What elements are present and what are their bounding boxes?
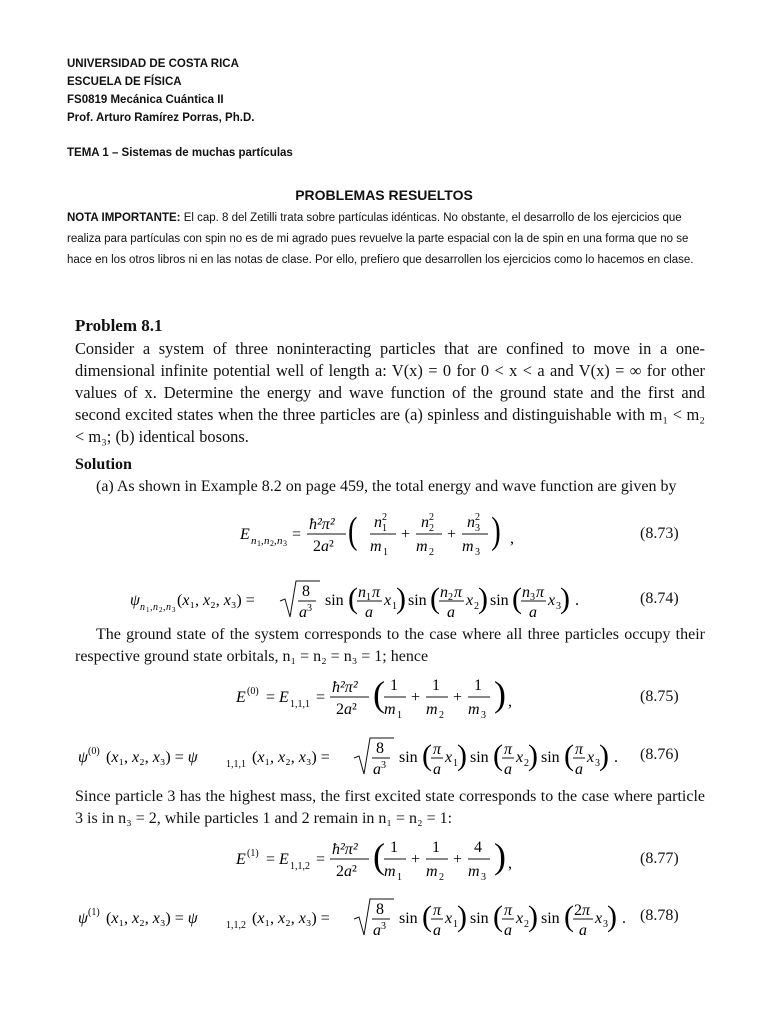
equation-8-74 <box>130 575 610 630</box>
svg-text:,: , <box>274 535 277 547</box>
svg-text:(: ( <box>430 582 440 615</box>
svg-text:=: = <box>316 851 326 868</box>
svg-text:m: m <box>462 538 474 555</box>
svg-text:): ) <box>528 739 538 772</box>
svg-text:1: 1 <box>432 839 440 856</box>
svg-text:a: a <box>299 604 307 621</box>
section-title: PROBLEMAS RESUELTOS <box>295 187 473 203</box>
svg-text:8: 8 <box>302 583 310 600</box>
svg-text:2: 2 <box>382 512 387 523</box>
svg-text:2: 2 <box>524 919 529 930</box>
svg-text:): ) <box>491 510 501 553</box>
svg-text:): ) <box>528 900 538 933</box>
svg-text:+: + <box>447 526 457 543</box>
svg-text:a: a <box>579 922 587 939</box>
equation-number-8-76: (8.76) <box>640 746 679 763</box>
solution-intro: (a) As shown in Example 8.2 on page 459, the total energy and wave function are given by <box>96 478 677 495</box>
svg-text:(: ( <box>564 739 574 772</box>
svg-text:π: π <box>536 584 545 601</box>
svg-text:sin: sin <box>408 592 427 609</box>
svg-text:2a²: 2a² <box>336 863 357 880</box>
svg-text:2: 2 <box>439 710 444 721</box>
svg-text:sin: sin <box>325 592 344 609</box>
problem-heading: Problem 8.1 <box>75 316 163 335</box>
svg-text:(0): (0) <box>88 746 100 757</box>
svg-text:+: + <box>411 689 421 706</box>
svg-text:2a²: 2a² <box>313 538 334 555</box>
svg-text:a: a <box>529 604 537 621</box>
svg-text:(: ( <box>512 582 522 615</box>
svg-text:(: ( <box>564 900 574 933</box>
svg-text:x: x <box>445 910 453 927</box>
svg-text:a: a <box>365 604 373 621</box>
svg-text:sin: sin <box>399 910 418 927</box>
svg-text:m: m <box>370 538 382 555</box>
svg-text:1: 1 <box>257 539 261 548</box>
svg-text:3: 3 <box>475 523 480 534</box>
equation-8-73 <box>240 505 540 566</box>
svg-text:2: 2 <box>524 758 529 769</box>
svg-text:n: n <box>166 602 171 613</box>
svg-text:1: 1 <box>390 839 398 856</box>
svg-text:1: 1 <box>474 677 482 694</box>
svg-text:): ) <box>494 836 506 876</box>
svg-text:a: a <box>504 922 512 939</box>
university-name: UNIVERSIDAD DE COSTA RICA <box>67 58 239 70</box>
svg-text:x: x <box>466 592 474 609</box>
svg-text:n: n <box>251 535 257 547</box>
svg-text:2: 2 <box>448 592 453 603</box>
svg-text:n: n <box>421 514 429 531</box>
svg-text:+: + <box>401 526 411 543</box>
svg-text:3: 3 <box>283 539 287 548</box>
svg-text:3: 3 <box>381 921 386 932</box>
svg-text:3: 3 <box>556 601 561 612</box>
svg-text:1: 1 <box>397 872 402 883</box>
svg-text:=: = <box>292 526 302 543</box>
svg-text:n: n <box>358 584 366 601</box>
svg-text:sin: sin <box>541 749 560 766</box>
svg-text:1: 1 <box>383 547 388 558</box>
svg-text:): ) <box>457 900 467 933</box>
svg-text:1,1,2: 1,1,2 <box>290 861 310 872</box>
svg-text:): ) <box>560 582 570 615</box>
svg-text:x: x <box>548 592 556 609</box>
svg-text:a: a <box>433 761 441 778</box>
problem-statement: Consider a system of three noninteracting particles that are confined to move in a one-dimensional infinite potential well of length a: V(x) = 0 for 0 < x < a and V(x) = ∞ for other values of x. Determine the energy and wave function of the ground state and the first and second excited states when the three particles are (a) spinless and distinguishable with m₁ < m₂ < m₃; (b) identical bosons. <box>75 339 705 446</box>
svg-text:ψ: ψ <box>130 592 140 609</box>
svg-text:.: . <box>575 592 579 609</box>
svg-text:ψ: ψ <box>78 749 88 766</box>
svg-text:n: n <box>374 514 382 531</box>
svg-text:(: ( <box>422 739 432 772</box>
svg-text:1: 1 <box>366 592 371 603</box>
svg-text:a: a <box>373 922 381 939</box>
svg-text:=: = <box>316 689 326 706</box>
svg-text:1: 1 <box>392 601 397 612</box>
svg-text:): ) <box>478 582 488 615</box>
svg-text:1: 1 <box>390 677 398 694</box>
svg-text:8: 8 <box>376 901 384 918</box>
svg-text:3: 3 <box>481 872 486 883</box>
svg-text:x: x <box>595 910 603 927</box>
svg-text:2: 2 <box>439 872 444 883</box>
svg-text:ħ²π²: ħ²π² <box>309 516 335 533</box>
equation-8-78 <box>78 893 638 948</box>
svg-text:1,1,1: 1,1,1 <box>226 759 246 770</box>
svg-text:3: 3 <box>603 919 608 930</box>
svg-text:m: m <box>426 863 438 880</box>
svg-text:(x₁, x₂, x₃) =: (x₁, x₂, x₃) = <box>177 592 255 609</box>
topic-line: TEMA 1 – Sistemas de muchas partículas <box>67 147 293 159</box>
svg-text:E: E <box>236 851 246 868</box>
svg-text:(x₁, x₂, x₃) =: (x₁, x₂, x₃) = <box>252 910 330 927</box>
svg-text:3: 3 <box>530 592 535 603</box>
svg-text:π: π <box>504 902 513 919</box>
svg-text:,: , <box>510 530 514 547</box>
svg-text:m: m <box>384 863 396 880</box>
note-text: El cap. 8 del Zetilli trata sobre partículas idénticas. No obstante, el desarrollo de los ejercicios que realiza para partículas con spin no es de mi agrado pues revuelve la parte espacial con la de spin en una forma que no se hace en los otros libros ni en las notas de clase. Por ello, prefiero que desarrollen los ejercicios como lo hacemos en clase. <box>67 212 694 266</box>
svg-text:8: 8 <box>376 740 384 757</box>
equation-8-77 <box>236 830 536 891</box>
svg-text:x: x <box>445 749 453 766</box>
svg-text:n: n <box>522 584 530 601</box>
svg-text:+: + <box>411 851 421 868</box>
svg-text:4: 4 <box>474 839 482 856</box>
svg-text:): ) <box>494 674 506 714</box>
svg-text:+: + <box>453 851 463 868</box>
svg-text:2: 2 <box>429 523 434 534</box>
svg-text:a: a <box>575 761 583 778</box>
svg-text:2: 2 <box>429 512 434 523</box>
svg-text:+: + <box>453 689 463 706</box>
svg-text:): ) <box>599 739 609 772</box>
svg-text:π: π <box>454 584 463 601</box>
note-label: NOTA IMPORTANTE: <box>67 212 181 224</box>
svg-text:E: E <box>240 526 250 543</box>
first-excited-text: Since particle 3 has the highest mass, the first excited state corresponds to the case where particle 3 is in n₃ = 2, while particles 1 and 2 remain in n₁ = n₂ = 1: <box>75 788 705 827</box>
svg-text:3: 3 <box>172 606 176 614</box>
svg-text:1: 1 <box>397 710 402 721</box>
svg-text:π: π <box>372 584 381 601</box>
svg-text:m: m <box>468 863 480 880</box>
svg-text:): ) <box>457 739 467 772</box>
svg-text:): ) <box>607 900 617 933</box>
important-note <box>67 208 707 271</box>
svg-text:π: π <box>575 741 584 758</box>
svg-text:π: π <box>433 902 442 919</box>
equation-8-75 <box>236 668 536 729</box>
svg-text:m: m <box>468 701 480 718</box>
svg-text:a: a <box>373 761 381 778</box>
svg-text:,: , <box>163 602 166 613</box>
svg-text:,: , <box>508 855 512 872</box>
svg-text:x: x <box>384 592 392 609</box>
svg-text:n: n <box>440 584 448 601</box>
svg-text:n: n <box>153 602 158 613</box>
svg-text:(: ( <box>348 582 358 615</box>
svg-text:ψ: ψ <box>78 910 88 927</box>
svg-text:2: 2 <box>270 539 274 548</box>
svg-text:,: , <box>508 693 512 710</box>
svg-text:3: 3 <box>481 710 486 721</box>
svg-text:E: E <box>236 689 246 706</box>
svg-text:3: 3 <box>595 758 600 769</box>
svg-text:= E: = E <box>266 689 289 706</box>
svg-text:3: 3 <box>475 547 480 558</box>
svg-text:(: ( <box>373 674 385 714</box>
svg-text:ħ²π²: ħ²π² <box>332 679 358 696</box>
svg-text:1: 1 <box>382 523 387 534</box>
svg-text:(: ( <box>348 510 358 553</box>
svg-text:(0): (0) <box>247 686 259 697</box>
course-name: FS0819 Mecánica Cuántica II <box>67 94 224 106</box>
equation-number-8-78: (8.78) <box>640 907 679 924</box>
svg-text:3: 3 <box>307 603 312 614</box>
svg-text:n: n <box>277 535 283 547</box>
document-header <box>67 55 254 127</box>
equation-number-8-77: (8.77) <box>640 850 679 867</box>
svg-text:x: x <box>587 749 595 766</box>
solution-heading: Solution <box>75 456 132 473</box>
professor-name: Prof. Arturo Ramírez Porras, Ph.D. <box>67 112 255 124</box>
svg-text:sin: sin <box>541 910 560 927</box>
svg-text:1,1,1: 1,1,1 <box>290 699 310 710</box>
svg-text:x: x <box>516 910 524 927</box>
equation-number-8-75: (8.75) <box>640 688 679 705</box>
svg-text:2: 2 <box>159 606 163 614</box>
svg-text:a: a <box>447 604 455 621</box>
svg-text:m: m <box>416 538 428 555</box>
svg-text:,: , <box>261 535 264 547</box>
svg-text:1: 1 <box>453 919 458 930</box>
svg-text:.: . <box>622 910 626 927</box>
svg-text:2a²: 2a² <box>336 701 357 718</box>
svg-text:sin: sin <box>399 749 418 766</box>
equation-8-76 <box>78 732 638 787</box>
svg-text:(x₁, x₂, x₃) = ψ: (x₁, x₂, x₃) = ψ <box>106 910 198 927</box>
svg-text:m: m <box>426 701 438 718</box>
svg-text:sin: sin <box>470 749 489 766</box>
svg-text:(x₁, x₂, x₃) =: (x₁, x₂, x₃) = <box>252 749 330 766</box>
svg-text:π: π <box>504 741 513 758</box>
ground-state-text: The ground state of the system corresponds to the case where all three particles occupy their respective ground state orbitals, n₁ = n₂ = n₃ = 1; hence <box>75 626 705 665</box>
svg-text:a: a <box>504 761 512 778</box>
school-name: ESCUELA DE FÍSICA <box>67 76 182 88</box>
svg-text:(: ( <box>493 739 503 772</box>
svg-text:(x₁, x₂, x₃) = ψ: (x₁, x₂, x₃) = ψ <box>106 749 198 766</box>
svg-text:(1): (1) <box>88 907 100 918</box>
svg-text:n: n <box>467 514 475 531</box>
svg-text:n: n <box>140 602 145 613</box>
svg-text:,: , <box>150 602 153 613</box>
svg-text:n: n <box>264 535 270 547</box>
svg-text:(1): (1) <box>247 848 259 859</box>
svg-text:x: x <box>516 749 524 766</box>
svg-text:1,1,2: 1,1,2 <box>226 920 246 931</box>
svg-text:m: m <box>384 701 396 718</box>
svg-text:1: 1 <box>146 606 150 614</box>
svg-text:2: 2 <box>474 601 479 612</box>
svg-text:sin: sin <box>470 910 489 927</box>
svg-text:π: π <box>433 741 442 758</box>
svg-text:(: ( <box>422 900 432 933</box>
svg-text:2: 2 <box>429 547 434 558</box>
equation-number-8-73: (8.73) <box>640 525 679 542</box>
svg-text:2π: 2π <box>574 902 591 919</box>
svg-text:3: 3 <box>381 760 386 771</box>
svg-text:(: ( <box>373 836 385 876</box>
svg-text:1: 1 <box>453 758 458 769</box>
svg-text:2: 2 <box>475 512 480 523</box>
svg-text:sin: sin <box>490 592 509 609</box>
svg-text:a: a <box>433 922 441 939</box>
svg-text:= E: = E <box>266 851 289 868</box>
svg-text:1: 1 <box>432 677 440 694</box>
svg-text:.: . <box>614 749 618 766</box>
svg-text:(: ( <box>493 900 503 933</box>
svg-text:ħ²π²: ħ²π² <box>332 841 358 858</box>
svg-text:): ) <box>396 582 406 615</box>
equation-number-8-74: (8.74) <box>640 590 679 607</box>
